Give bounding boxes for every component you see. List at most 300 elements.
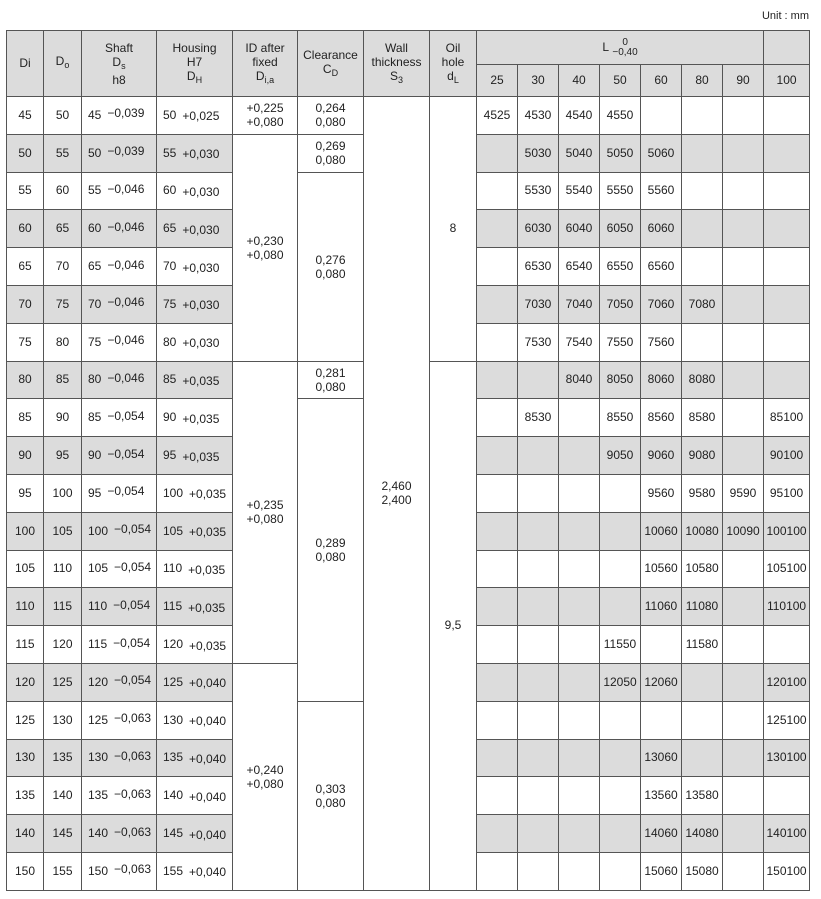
cell-part-number: 5050 bbox=[600, 134, 641, 172]
cell-shaft bbox=[82, 285, 157, 323]
housing-tolerance: +0,035 bbox=[182, 449, 220, 464]
id-upper: +0,225 bbox=[246, 101, 284, 116]
cell-part-number bbox=[477, 474, 518, 512]
cell-part-number bbox=[764, 626, 810, 664]
cell-clearance bbox=[298, 134, 364, 172]
shaft-tolerance: −0,054 bbox=[114, 522, 152, 537]
cell-part-number: 8050 bbox=[600, 361, 641, 399]
unit-label: Unit : mm bbox=[761, 10, 809, 22]
housing-nominal: 120 bbox=[163, 637, 184, 652]
housing-tolerance: +0,035 bbox=[189, 487, 227, 502]
cell-part-number bbox=[477, 852, 518, 890]
header-length-60: 60 bbox=[641, 65, 682, 97]
cell-housing bbox=[157, 248, 233, 286]
cell-part-number: 9050 bbox=[600, 437, 641, 475]
cell-part-number: 10560 bbox=[641, 550, 682, 588]
cell-shaft bbox=[82, 323, 157, 361]
cell-housing bbox=[157, 134, 233, 172]
cell-do: 80 bbox=[44, 323, 82, 361]
cell-housing bbox=[157, 437, 233, 475]
housing-tolerance: +0,030 bbox=[182, 184, 220, 199]
cell-part-number bbox=[764, 323, 810, 361]
cell-do: 155 bbox=[44, 852, 82, 890]
cell-part-number bbox=[723, 626, 764, 664]
housing-nominal: 115 bbox=[163, 599, 183, 614]
cell-part-number bbox=[764, 285, 810, 323]
shaft-tolerance: −0,054 bbox=[107, 446, 145, 461]
cell-part-number: 6030 bbox=[518, 210, 559, 248]
cell-part-number bbox=[518, 739, 559, 777]
cell-shaft bbox=[82, 739, 157, 777]
cell-do: 90 bbox=[44, 399, 82, 437]
cell-clearance bbox=[298, 361, 364, 399]
cell-part-number: 14080 bbox=[682, 815, 723, 853]
cell-part-number bbox=[723, 323, 764, 361]
clearance-upper: 0,264 bbox=[315, 101, 346, 116]
cell-part-number bbox=[477, 361, 518, 399]
cell-shaft bbox=[82, 210, 157, 248]
header-length-80: 80 bbox=[682, 65, 723, 97]
cell-shaft bbox=[82, 626, 157, 664]
shaft-nominal: 65 bbox=[88, 259, 102, 274]
cell-di: 150 bbox=[7, 852, 44, 890]
header-length-90: 90 bbox=[723, 65, 764, 97]
housing-tolerance: +0,030 bbox=[182, 298, 220, 313]
housing-tolerance: +0,040 bbox=[189, 676, 227, 691]
cell-di: 65 bbox=[7, 248, 44, 286]
shaft-tolerance: −0,046 bbox=[107, 295, 145, 310]
cell-part-number bbox=[518, 852, 559, 890]
cell-part-number bbox=[559, 852, 600, 890]
cell-part-number: 130100 bbox=[764, 739, 810, 777]
housing-nominal: 60 bbox=[163, 183, 177, 198]
housing-tolerance: +0,030 bbox=[182, 147, 220, 162]
cell-part-number bbox=[477, 739, 518, 777]
cell-part-number bbox=[682, 323, 723, 361]
cell-part-number bbox=[600, 739, 641, 777]
cell-part-number: 8560 bbox=[641, 399, 682, 437]
cell-do: 85 bbox=[44, 361, 82, 399]
cell-part-number: 8060 bbox=[641, 361, 682, 399]
shaft-nominal: 55 bbox=[88, 183, 102, 198]
cell-housing bbox=[157, 172, 233, 210]
shaft-nominal: 80 bbox=[88, 372, 102, 387]
cell-shaft bbox=[82, 437, 157, 475]
cell-part-number bbox=[600, 512, 641, 550]
cell-part-number: 4550 bbox=[600, 97, 641, 135]
shaft-nominal: 130 bbox=[88, 750, 109, 765]
cell-housing bbox=[157, 852, 233, 890]
cell-clearance bbox=[298, 701, 364, 890]
cell-part-number bbox=[682, 210, 723, 248]
housing-tolerance: +0,035 bbox=[189, 525, 227, 540]
cell-part-number bbox=[518, 815, 559, 853]
cell-housing bbox=[157, 399, 233, 437]
cell-part-number bbox=[477, 437, 518, 475]
shaft-tolerance: −0,063 bbox=[114, 824, 152, 839]
cell-part-number bbox=[559, 701, 600, 739]
cell-di: 140 bbox=[7, 815, 44, 853]
cell-shaft bbox=[82, 97, 157, 135]
cell-part-number bbox=[682, 172, 723, 210]
cell-do: 70 bbox=[44, 248, 82, 286]
cell-part-number: 8040 bbox=[559, 361, 600, 399]
cell-part-number bbox=[477, 248, 518, 286]
cell-di: 90 bbox=[7, 437, 44, 475]
cell-part-number bbox=[723, 663, 764, 701]
header-do: $D_o$ bbox=[44, 31, 82, 97]
shaft-nominal: 100 bbox=[88, 523, 109, 538]
cell-part-number bbox=[518, 550, 559, 588]
header-length-25: 25 bbox=[477, 65, 518, 97]
cell-part-number bbox=[764, 172, 810, 210]
housing-nominal: 105 bbox=[163, 523, 184, 538]
cell-part-number bbox=[723, 285, 764, 323]
cell-di: 55 bbox=[7, 172, 44, 210]
housing-tolerance: +0,035 bbox=[189, 638, 227, 653]
cell-part-number bbox=[518, 777, 559, 815]
shaft-tolerance: −0,063 bbox=[114, 748, 152, 763]
cell-part-number bbox=[764, 134, 810, 172]
shaft-nominal: 105 bbox=[88, 561, 109, 576]
cell-do: 95 bbox=[44, 437, 82, 475]
shaft-nominal: 125 bbox=[88, 712, 109, 727]
cell-part-number: 10080 bbox=[682, 512, 723, 550]
cell-di: 50 bbox=[7, 134, 44, 172]
header-length-blank bbox=[764, 31, 810, 65]
shaft-tolerance: −0,046 bbox=[107, 370, 145, 385]
cell-shaft bbox=[82, 172, 157, 210]
cell-housing bbox=[157, 550, 233, 588]
cell-do: 140 bbox=[44, 777, 82, 815]
cell-housing bbox=[157, 512, 233, 550]
cell-part-number: 7540 bbox=[559, 323, 600, 361]
cell-part-number bbox=[764, 210, 810, 248]
cell-part-number: 100100 bbox=[764, 512, 810, 550]
cell-part-number bbox=[477, 701, 518, 739]
cell-do: 75 bbox=[44, 285, 82, 323]
cell-part-number: 90100 bbox=[764, 437, 810, 475]
wall-upper: 2,460 bbox=[381, 479, 412, 494]
cell-part-number bbox=[600, 474, 641, 512]
cell-part-number bbox=[600, 777, 641, 815]
cell-di: 70 bbox=[7, 285, 44, 323]
cell-part-number bbox=[641, 97, 682, 135]
cell-part-number bbox=[559, 626, 600, 664]
cell-oil-hole: 8 bbox=[430, 97, 477, 362]
housing-nominal: 95 bbox=[163, 448, 177, 463]
clearance-lower: 0,080 bbox=[315, 550, 346, 565]
cell-part-number bbox=[518, 437, 559, 475]
cell-part-number: 9580 bbox=[682, 474, 723, 512]
cell-part-number bbox=[477, 550, 518, 588]
cell-part-number bbox=[641, 626, 682, 664]
shaft-tolerance: −0,046 bbox=[107, 181, 145, 196]
cell-part-number bbox=[518, 512, 559, 550]
cell-part-number: 14060 bbox=[641, 815, 682, 853]
cell-part-number: 150100 bbox=[764, 852, 810, 890]
cell-shaft bbox=[82, 134, 157, 172]
cell-part-number: 105100 bbox=[764, 550, 810, 588]
clearance-upper: 0,281 bbox=[315, 365, 346, 380]
shaft-tolerance: −0,054 bbox=[107, 484, 145, 499]
cell-housing bbox=[157, 474, 233, 512]
cell-part-number bbox=[518, 701, 559, 739]
cell-part-number bbox=[559, 588, 600, 626]
cell-part-number bbox=[723, 172, 764, 210]
cell-clearance bbox=[298, 172, 364, 361]
housing-tolerance: +0,035 bbox=[188, 600, 226, 615]
shaft-nominal: 115 bbox=[88, 637, 108, 652]
cell-id-after-fixed bbox=[233, 663, 298, 890]
cell-part-number bbox=[477, 172, 518, 210]
cell-do: 130 bbox=[44, 701, 82, 739]
cell-part-number bbox=[559, 739, 600, 777]
cell-housing bbox=[157, 588, 233, 626]
table-row bbox=[7, 97, 810, 135]
header-length-50: 50 bbox=[600, 65, 641, 97]
cell-shaft bbox=[82, 663, 157, 701]
cell-part-number: 9060 bbox=[641, 437, 682, 475]
cell-part-number: 110100 bbox=[764, 588, 810, 626]
cell-housing bbox=[157, 361, 233, 399]
cell-do: 120 bbox=[44, 626, 82, 664]
shaft-nominal: 135 bbox=[88, 788, 109, 803]
cell-housing bbox=[157, 323, 233, 361]
cell-shaft bbox=[82, 852, 157, 890]
header-di: Di bbox=[7, 31, 44, 97]
cell-part-number: 4525 bbox=[477, 97, 518, 135]
cell-shaft bbox=[82, 399, 157, 437]
cell-di: 125 bbox=[7, 701, 44, 739]
cell-part-number bbox=[559, 474, 600, 512]
clearance-upper: 0,269 bbox=[315, 139, 346, 154]
shaft-nominal: 85 bbox=[88, 410, 102, 425]
cell-part-number: 11580 bbox=[682, 626, 723, 664]
cell-part-number bbox=[723, 701, 764, 739]
shaft-tolerance: −0,054 bbox=[113, 635, 151, 650]
cell-part-number: 13560 bbox=[641, 777, 682, 815]
cell-do: 145 bbox=[44, 815, 82, 853]
housing-tolerance: +0,040 bbox=[189, 827, 227, 842]
cell-part-number: 5530 bbox=[518, 172, 559, 210]
housing-tolerance: +0,040 bbox=[189, 714, 227, 729]
cell-do: 110 bbox=[44, 550, 82, 588]
cell-part-number bbox=[682, 663, 723, 701]
cell-part-number: 7530 bbox=[518, 323, 559, 361]
housing-tolerance: +0,030 bbox=[182, 260, 220, 275]
cell-part-number bbox=[764, 97, 810, 135]
housing-nominal: 140 bbox=[163, 788, 184, 803]
shaft-nominal: 140 bbox=[88, 826, 109, 841]
cell-do: 60 bbox=[44, 172, 82, 210]
cell-part-number: 8550 bbox=[600, 399, 641, 437]
cell-part-number: 7030 bbox=[518, 285, 559, 323]
housing-nominal: 100 bbox=[163, 485, 184, 500]
housing-tolerance: +0,035 bbox=[182, 373, 220, 388]
cell-part-number bbox=[600, 815, 641, 853]
cell-part-number: 12060 bbox=[641, 663, 682, 701]
clearance-lower: 0,080 bbox=[315, 266, 346, 281]
cell-di: 130 bbox=[7, 739, 44, 777]
cell-di: 45 bbox=[7, 97, 44, 135]
cell-part-number bbox=[477, 663, 518, 701]
clearance-lower: 0,080 bbox=[315, 115, 346, 130]
cell-id-after-fixed bbox=[233, 134, 298, 361]
cell-part-number: 6550 bbox=[600, 248, 641, 286]
cell-di: 110 bbox=[7, 588, 44, 626]
id-lower: +0,080 bbox=[246, 776, 284, 791]
housing-nominal: 70 bbox=[163, 259, 177, 274]
shaft-tolerance: −0,046 bbox=[107, 333, 145, 348]
cell-do: 105 bbox=[44, 512, 82, 550]
cell-part-number: 13580 bbox=[682, 777, 723, 815]
cell-housing bbox=[157, 701, 233, 739]
cell-part-number bbox=[600, 588, 641, 626]
cell-do: 65 bbox=[44, 210, 82, 248]
cell-part-number: 6050 bbox=[600, 210, 641, 248]
housing-tolerance: +0,040 bbox=[189, 789, 227, 804]
cell-part-number bbox=[477, 285, 518, 323]
cell-part-number bbox=[682, 701, 723, 739]
cell-clearance bbox=[298, 97, 364, 135]
cell-housing bbox=[157, 626, 233, 664]
shaft-tolerance: −0,039 bbox=[107, 106, 145, 121]
cell-part-number: 5540 bbox=[559, 172, 600, 210]
cell-do: 115 bbox=[44, 588, 82, 626]
header-length-100: 100 bbox=[764, 65, 810, 97]
shaft-tolerance: −0,046 bbox=[107, 257, 145, 272]
cell-part-number: 7560 bbox=[641, 323, 682, 361]
bushing-dimension-table bbox=[6, 30, 810, 891]
cell-shaft bbox=[82, 777, 157, 815]
housing-nominal: 85 bbox=[163, 372, 177, 387]
shaft-nominal: 95 bbox=[88, 485, 102, 500]
cell-shaft bbox=[82, 512, 157, 550]
cell-part-number: 125100 bbox=[764, 701, 810, 739]
cell-oil-hole: 9,5 bbox=[430, 361, 477, 890]
header-clearance: Clearance $C_D$ bbox=[298, 31, 364, 97]
cell-part-number: 5060 bbox=[641, 134, 682, 172]
header-length: L 0 −0,40 bbox=[477, 31, 764, 65]
cell-shaft bbox=[82, 815, 157, 853]
shaft-tolerance: −0,054 bbox=[113, 597, 151, 612]
housing-nominal: 55 bbox=[163, 145, 177, 160]
housing-nominal: 90 bbox=[163, 410, 177, 425]
cell-part-number: 7050 bbox=[600, 285, 641, 323]
cell-part-number bbox=[518, 361, 559, 399]
cell-part-number bbox=[723, 248, 764, 286]
cell-part-number bbox=[559, 663, 600, 701]
clearance-lower: 0,080 bbox=[315, 795, 346, 810]
cell-part-number bbox=[518, 663, 559, 701]
cell-part-number bbox=[723, 399, 764, 437]
housing-tolerance: +0,040 bbox=[189, 865, 227, 880]
shaft-tolerance: −0,063 bbox=[114, 786, 152, 801]
cell-part-number: 8080 bbox=[682, 361, 723, 399]
cell-di: 85 bbox=[7, 399, 44, 437]
housing-tolerance: +0,035 bbox=[182, 411, 220, 426]
cell-part-number bbox=[477, 777, 518, 815]
cell-part-number bbox=[477, 399, 518, 437]
cell-part-number bbox=[723, 361, 764, 399]
shaft-nominal: 45 bbox=[88, 107, 102, 122]
cell-part-number bbox=[641, 701, 682, 739]
shaft-nominal: 90 bbox=[88, 448, 102, 463]
cell-part-number: 11060 bbox=[641, 588, 682, 626]
cell-part-number: 8530 bbox=[518, 399, 559, 437]
shaft-nominal: 150 bbox=[88, 863, 109, 878]
cell-part-number: 140100 bbox=[764, 815, 810, 853]
housing-nominal: 65 bbox=[163, 221, 177, 236]
cell-part-number bbox=[723, 97, 764, 135]
clearance-upper: 0,303 bbox=[315, 781, 346, 796]
id-lower: +0,080 bbox=[246, 115, 284, 130]
header-shaft: Shaft $D_s$ h8 bbox=[82, 31, 157, 97]
cell-shaft bbox=[82, 588, 157, 626]
shaft-nominal: 50 bbox=[88, 145, 102, 160]
header-oil-hole: Oil hole $d_L$ bbox=[430, 31, 477, 97]
housing-nominal: 130 bbox=[163, 712, 184, 727]
cell-part-number: 7060 bbox=[641, 285, 682, 323]
cell-part-number bbox=[559, 437, 600, 475]
header-housing: Housing H7 $D_H$ bbox=[157, 31, 233, 97]
cell-clearance bbox=[298, 399, 364, 701]
cell-part-number bbox=[723, 739, 764, 777]
cell-housing bbox=[157, 285, 233, 323]
cell-part-number bbox=[682, 134, 723, 172]
cell-part-number: 4530 bbox=[518, 97, 559, 135]
cell-part-number bbox=[518, 626, 559, 664]
cell-part-number: 11550 bbox=[600, 626, 641, 664]
clearance-upper: 0,276 bbox=[315, 252, 346, 267]
cell-part-number bbox=[723, 437, 764, 475]
cell-part-number bbox=[559, 512, 600, 550]
clearance-lower: 0,080 bbox=[315, 153, 346, 168]
cell-id-after-fixed bbox=[233, 361, 298, 663]
cell-part-number: 7550 bbox=[600, 323, 641, 361]
header-length-40: 40 bbox=[559, 65, 600, 97]
id-upper: +0,240 bbox=[246, 762, 284, 777]
cell-part-number bbox=[723, 815, 764, 853]
cell-part-number: 5040 bbox=[559, 134, 600, 172]
shaft-nominal: 70 bbox=[88, 296, 102, 311]
cell-id-after-fixed bbox=[233, 97, 298, 135]
cell-part-number bbox=[723, 210, 764, 248]
housing-tolerance: +0,035 bbox=[188, 562, 226, 577]
cell-part-number bbox=[518, 588, 559, 626]
cell-di: 105 bbox=[7, 550, 44, 588]
cell-part-number: 7040 bbox=[559, 285, 600, 323]
clearance-upper: 0,289 bbox=[315, 536, 346, 551]
cell-di: 135 bbox=[7, 777, 44, 815]
cell-part-number: 5550 bbox=[600, 172, 641, 210]
cell-part-number bbox=[477, 134, 518, 172]
cell-part-number: 4540 bbox=[559, 97, 600, 135]
housing-nominal: 50 bbox=[163, 107, 177, 122]
cell-part-number: 9590 bbox=[723, 474, 764, 512]
cell-part-number: 15080 bbox=[682, 852, 723, 890]
cell-part-number: 8580 bbox=[682, 399, 723, 437]
cell-part-number bbox=[559, 399, 600, 437]
cell-part-number: 9560 bbox=[641, 474, 682, 512]
cell-part-number bbox=[477, 512, 518, 550]
cell-part-number bbox=[600, 550, 641, 588]
shaft-nominal: 110 bbox=[88, 599, 108, 614]
cell-part-number bbox=[764, 361, 810, 399]
cell-shaft bbox=[82, 361, 157, 399]
cell-part-number bbox=[682, 97, 723, 135]
